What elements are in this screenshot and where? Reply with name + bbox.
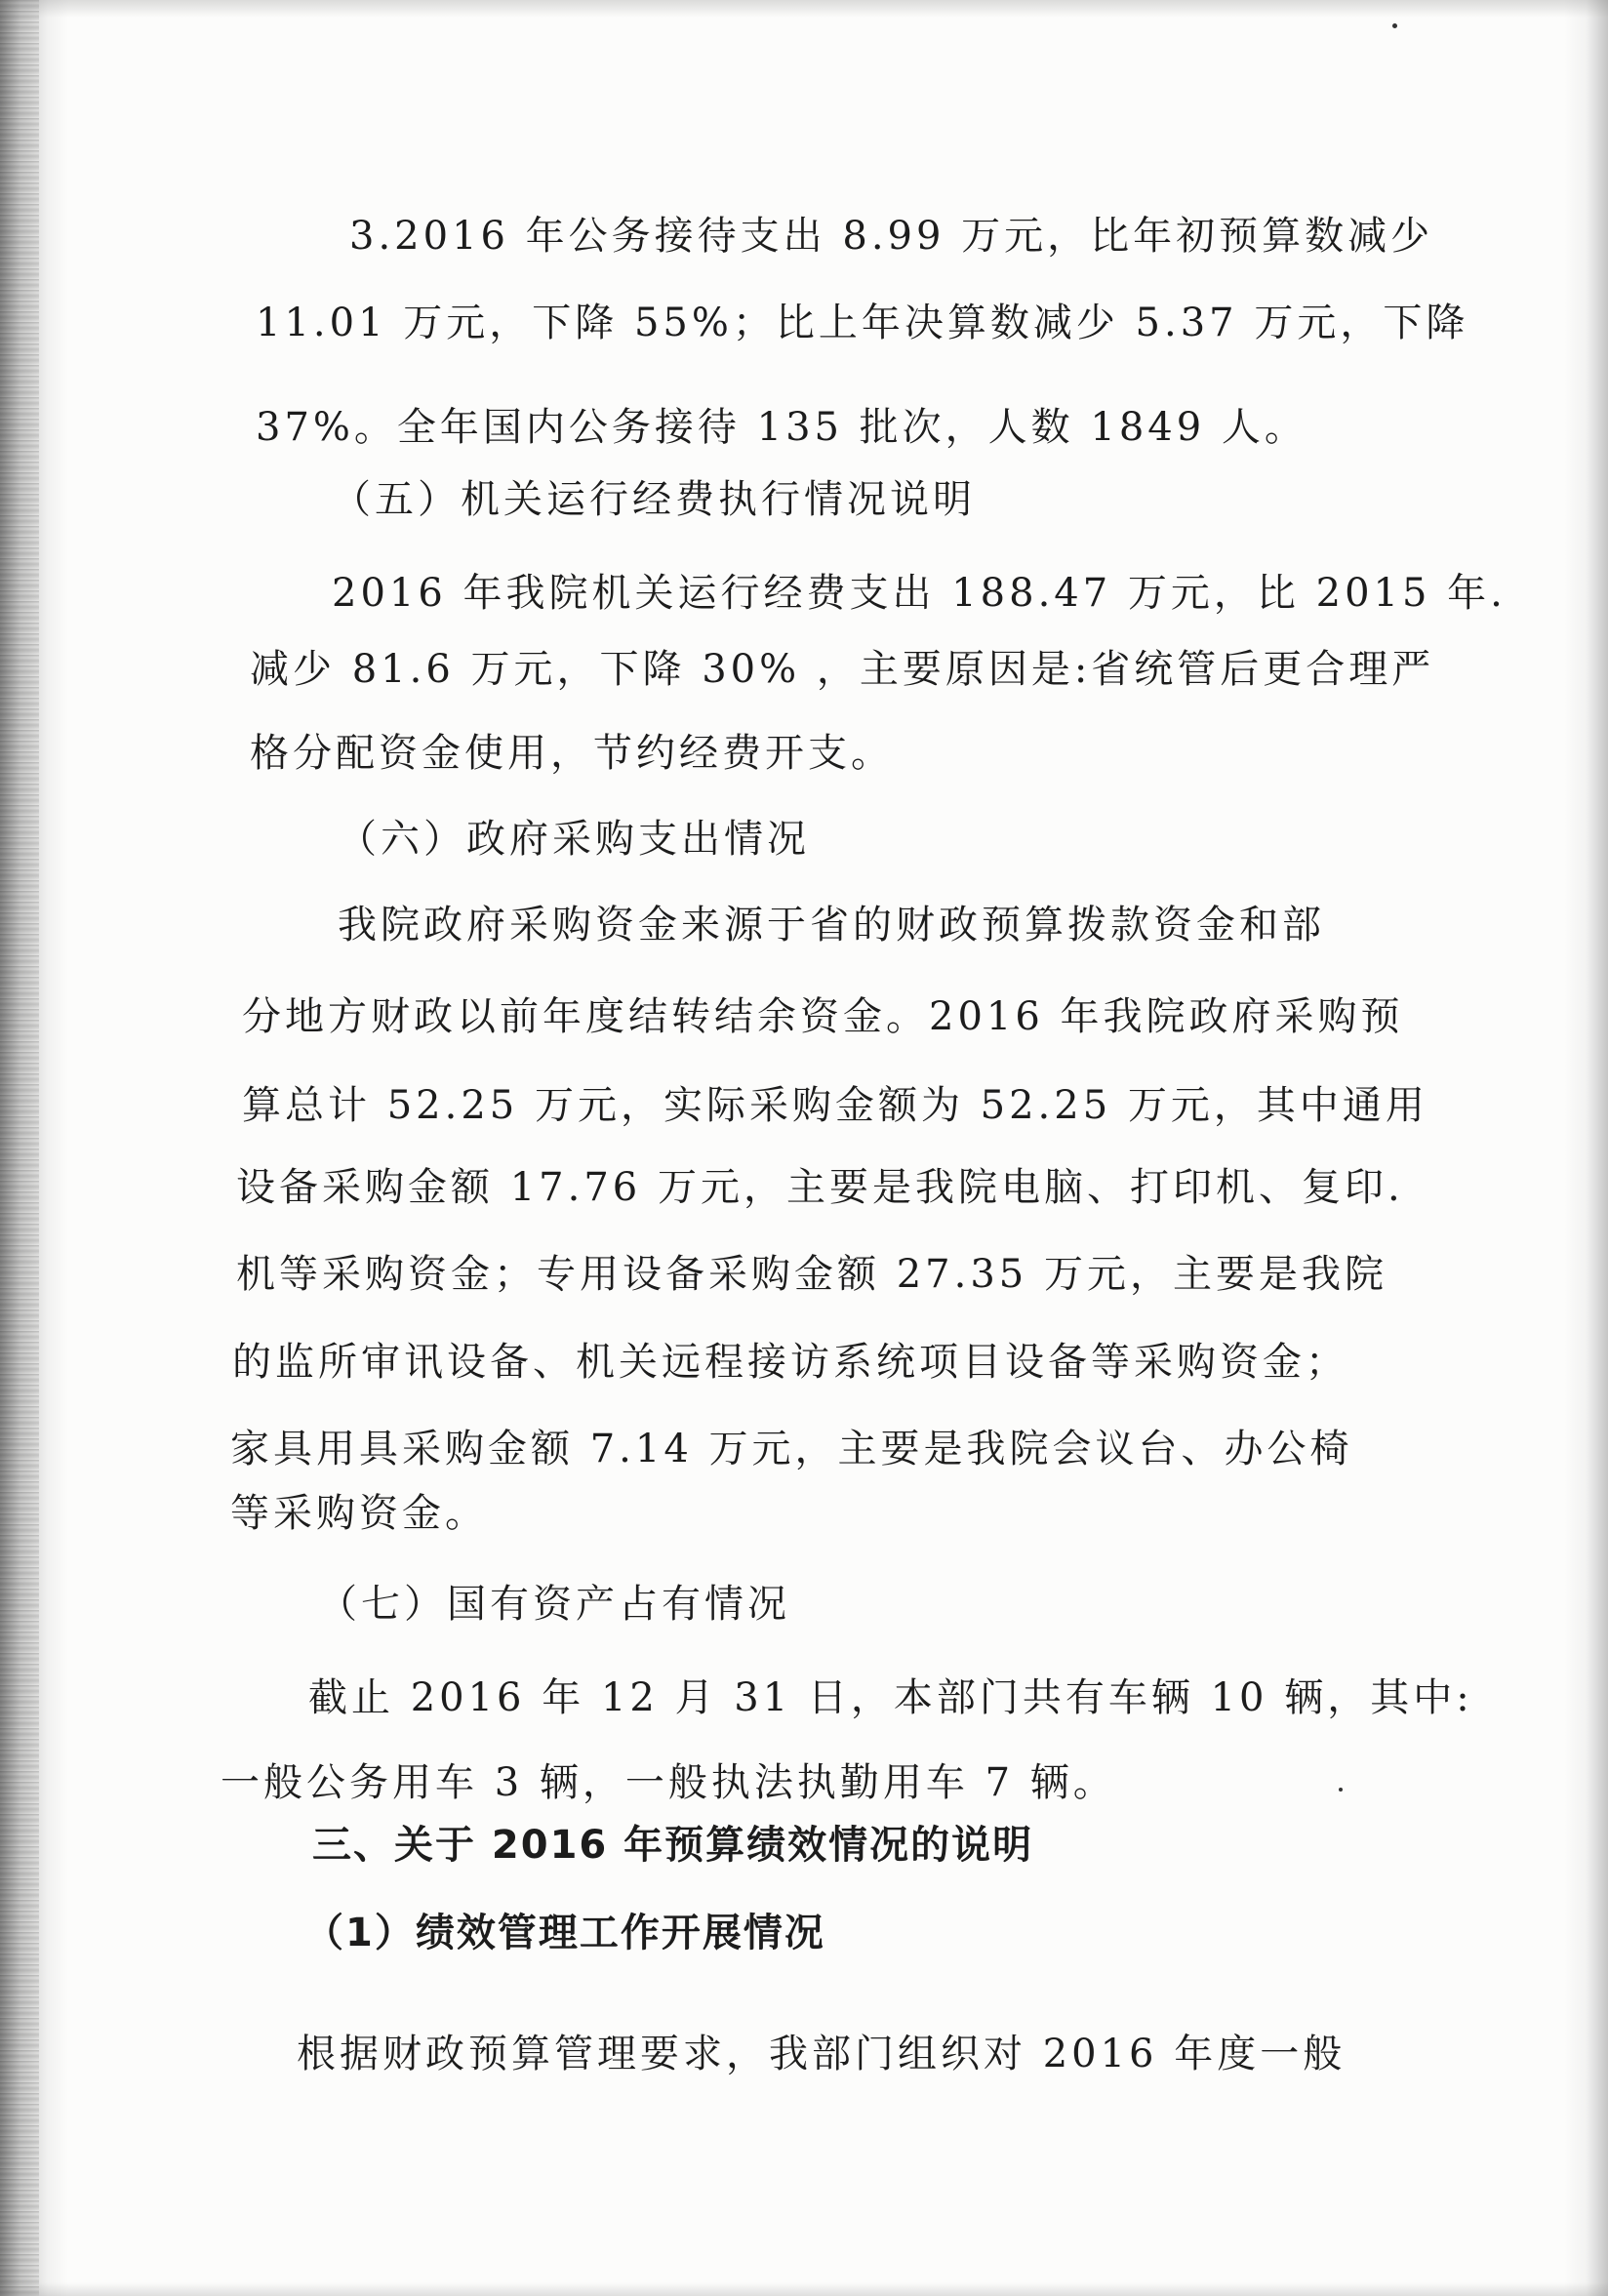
text-line: 格分配资金使用，节约经费开支。 (250, 731, 894, 776)
text-line: 一般公务用车 3 辆，一般执法执勤用车 7 辆。 (221, 1760, 1116, 1805)
text-line: 算总计 52.25 万元，实际采购金额为 52.25 万元，其中通用 (242, 1083, 1428, 1128)
scan-dot (1392, 23, 1397, 28)
text-line: 3.2016 年公务接待支出 8.99 万元，比年初预算数减少 (349, 214, 1434, 259)
text-line: 设备采购金额 17.76 万元，主要是我院电脑、打印机、复印. (236, 1165, 1404, 1210)
text-line: 截止 2016 年 12 月 31 日，本部门共有车辆 10 辆，其中: (308, 1675, 1473, 1720)
subsection-heading: （1）绩效管理工作开展情况 (304, 1911, 825, 1955)
scan-edge-bottom (0, 2282, 1608, 2296)
section-heading: （五）机关运行经费执行情况说明 (332, 477, 976, 522)
text-line: 我院政府采购资金来源于省的财政预算拨款资金和部 (338, 903, 1325, 947)
text-line: 分地方财政以前年度结转结余资金。2016 年我院政府采购预 (242, 994, 1404, 1039)
text-line: 根据财政预算管理要求，我部门组织对 2016 年度一般 (297, 2032, 1347, 2076)
text-line: 减少 81.6 万元，下降 30% ，主要原因是:省统管后更合理严 (250, 647, 1435, 692)
text-line: 机等采购资金；专用设备采购金额 27.35 万元，主要是我院 (236, 1252, 1387, 1297)
scan-edge-top (0, 0, 1608, 18)
scan-speckle-left (0, 0, 39, 2296)
text-line: 家具用具采购金额 7.14 万元，主要是我院会议台、办公椅 (230, 1427, 1353, 1471)
text-line: 2016 年我院机关运行经费支出 188.47 万元，比 2015 年. (332, 571, 1507, 616)
scan-edge-right (1564, 0, 1608, 2296)
section-heading: （六）政府采购支出情况 (338, 817, 810, 862)
text-line: 11.01 万元，下降 55%；比上年决算数减少 5.37 万元，下降 (256, 301, 1469, 345)
scan-dot (1339, 1788, 1343, 1792)
text-line: 的监所审讯设备、机关远程接访系统项目设备等采购资金； (232, 1340, 1348, 1385)
text-line: 37%。全年国内公务接待 135 批次，人数 1849 人。 (256, 405, 1307, 450)
text-line: 等采购资金。 (230, 1491, 488, 1536)
section-heading: （七）国有资产占有情况 (318, 1582, 790, 1627)
chapter-heading: 三、关于 2016 年预算绩效情况的说明 (312, 1823, 1034, 1868)
